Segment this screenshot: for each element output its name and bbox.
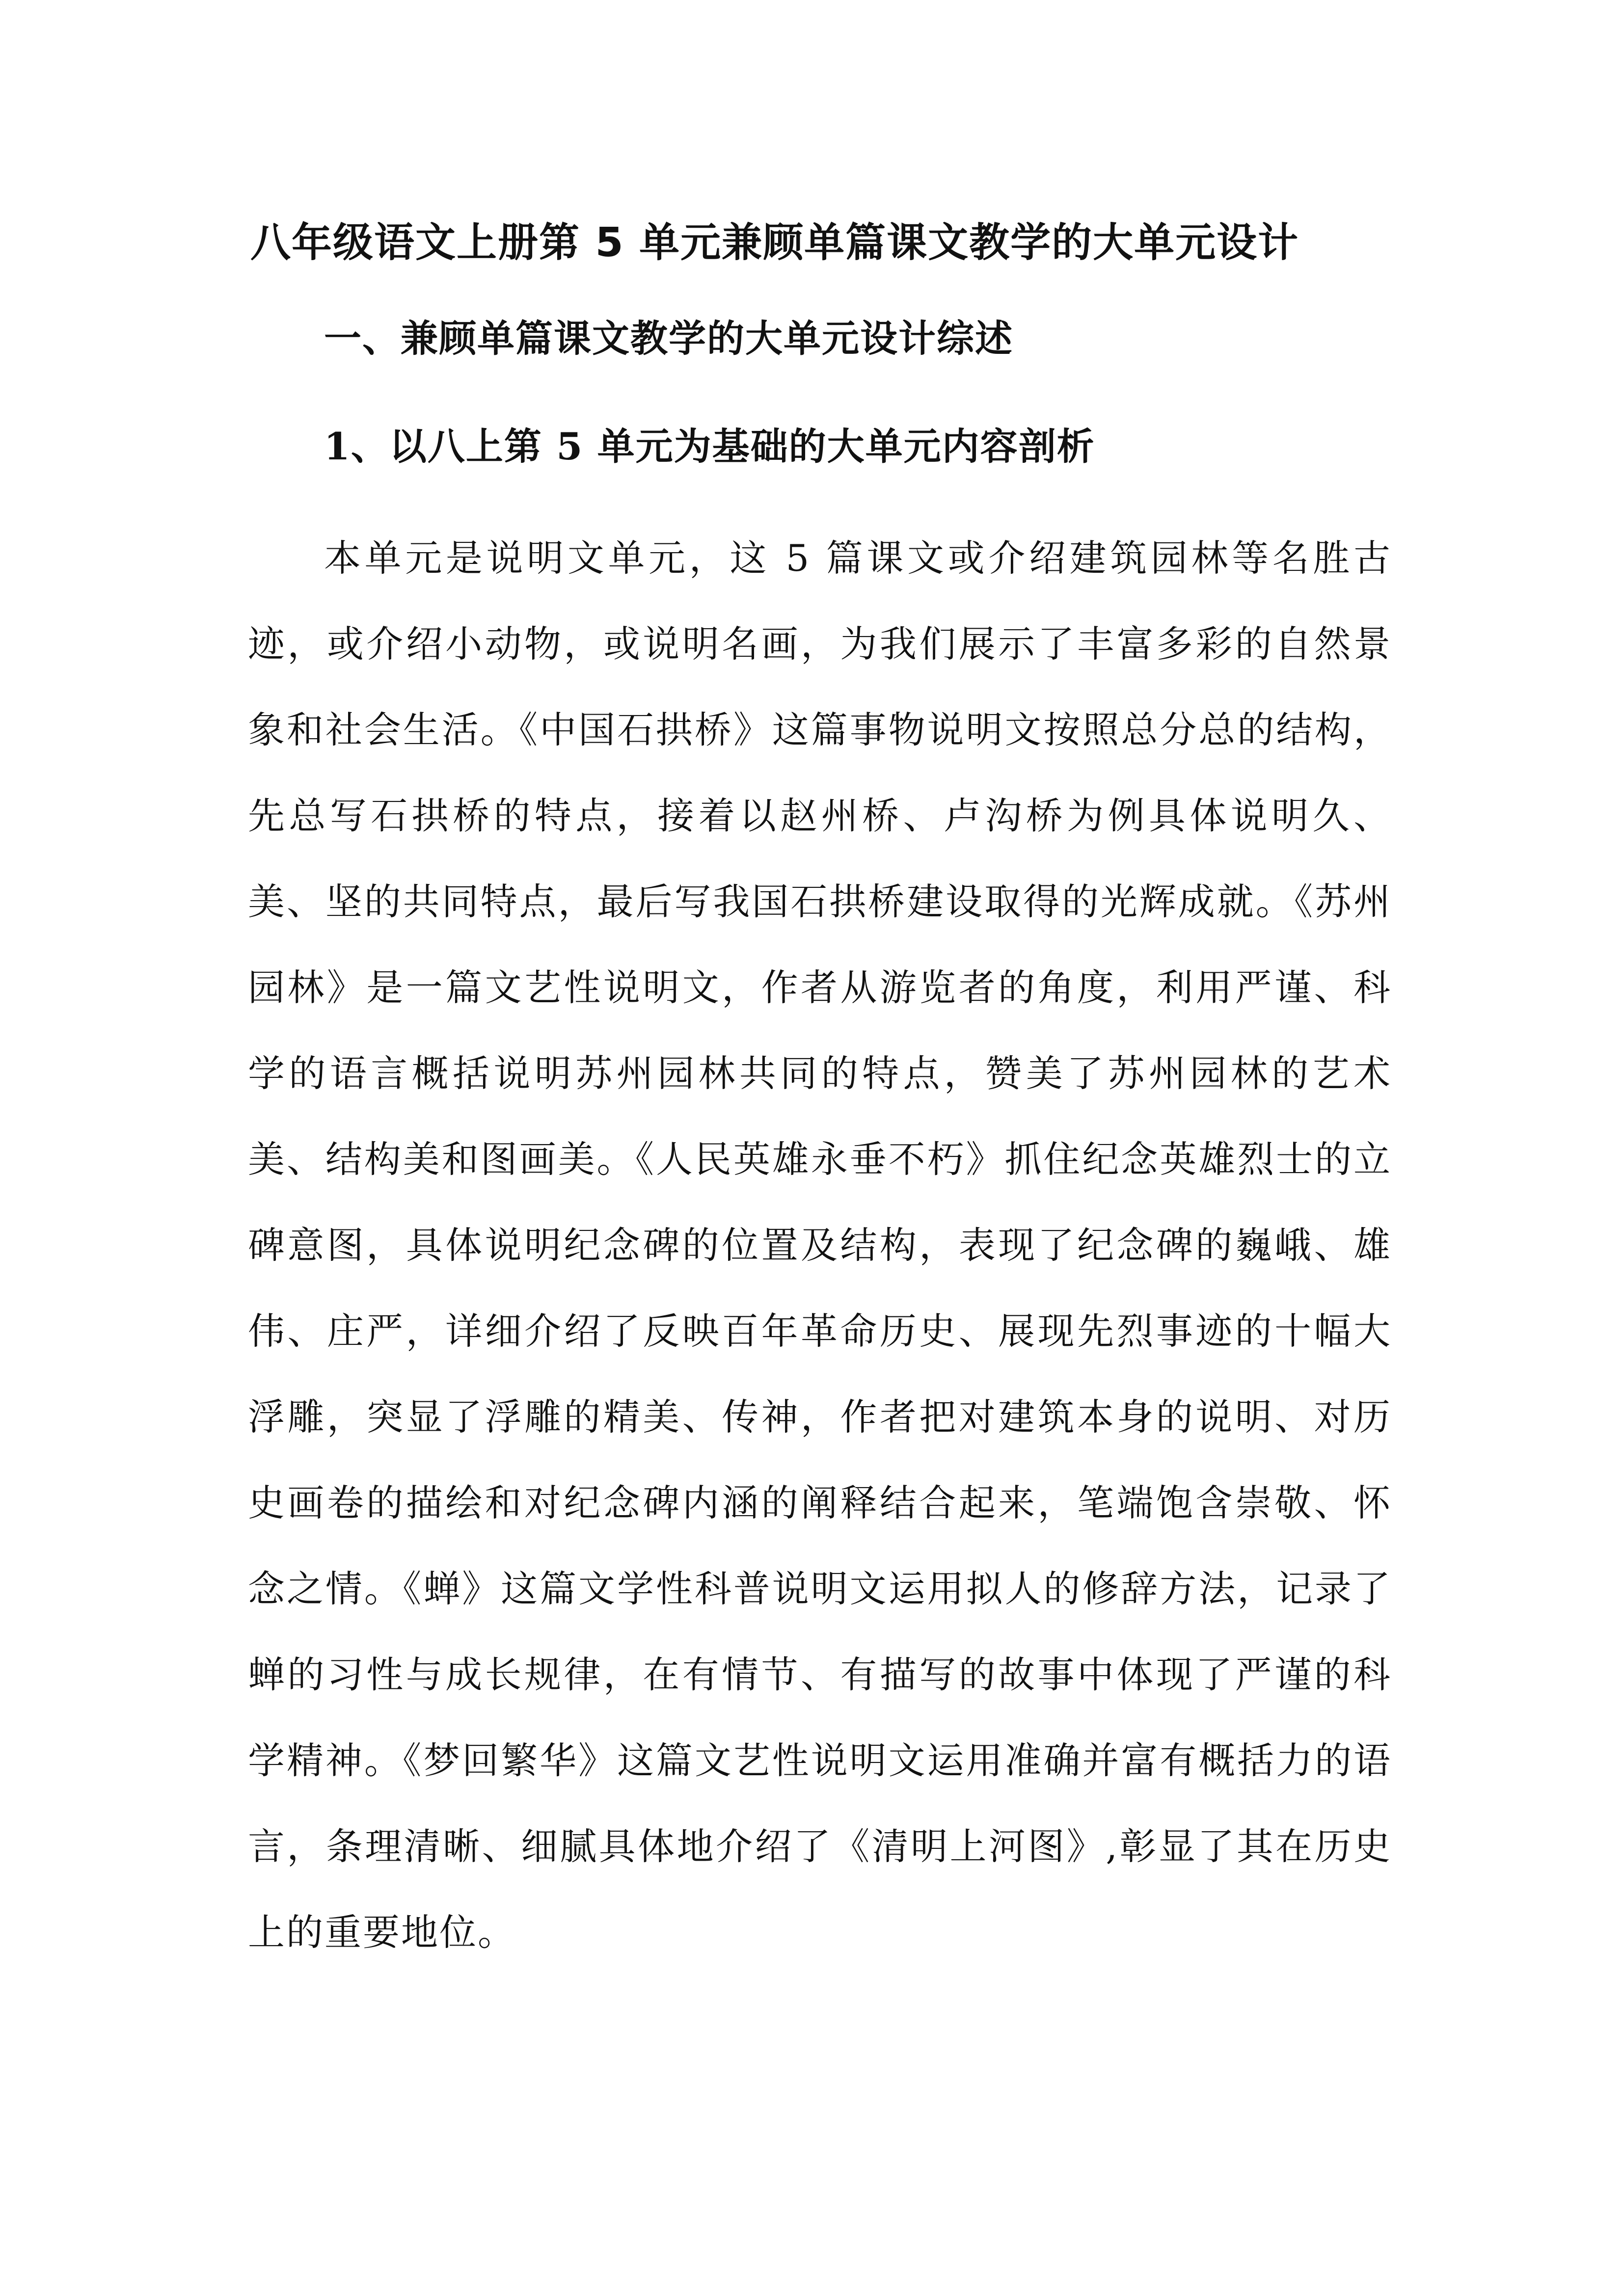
document-title: 八年级语文上册第 5 单元兼顾单篇课文教学的大单元设计 <box>250 219 1299 266</box>
body-paragraph: 本单元是说明文单元，这 5 篇课文或介绍建筑园林等名胜古迹，或介绍小动物，或说明名画，为我们展示了丰富多彩的自然景象和社会生活。《中国石拱桥》这篇事物说明文按照总分总的结构，先总写石拱桥的特点，接着以赵州桥、卢沟桥为例具体说明久、美、坚的共同特点，最后写我国石拱桥建设取得的光辉成就。《苏州园林》是一篇文艺性说明文，作者从游览者的角度，利用严谨、科学的语言概括说明苏州园林共同的特点，赞美了苏州园林的艺术美、结构美和图画美。《人民英雄永垂不朽》抓住纪念英雄烈士的立碑意图，具体说明纪念碑的位置及结构，表现了纪念碑的巍峨、雄伟、庄严，详细介绍了反映百年革命历史、展现先烈事迹的十幅大浮雕，突显了浮雕的精美、传神，作者把对建筑本身的说明、对历史画卷的描绘和对纪念碑内涵的阐释结合起来，笔端饱含崇敬、怀念之情。《蝉》这篇文学性科普说明文运用拟人的修辞方法，记录了蝉的习性与成长规律，在有情节、有描写的故事中体现了严谨的科学精神。《梦回繁华》这篇文艺性说明文运用准确并富有概括力的语言，条理清晰、细腻具体地介绍了《清明上河图》,彰显了其在历史上的重要地位。 <box>248 536 1392 1954</box>
section-heading: 一、兼顾单篇课文教学的大单元设计综述 <box>324 317 1013 360</box>
subsection-heading: 1、以八上第 5 单元为基础的大单元内容剖析 <box>324 425 1095 468</box>
